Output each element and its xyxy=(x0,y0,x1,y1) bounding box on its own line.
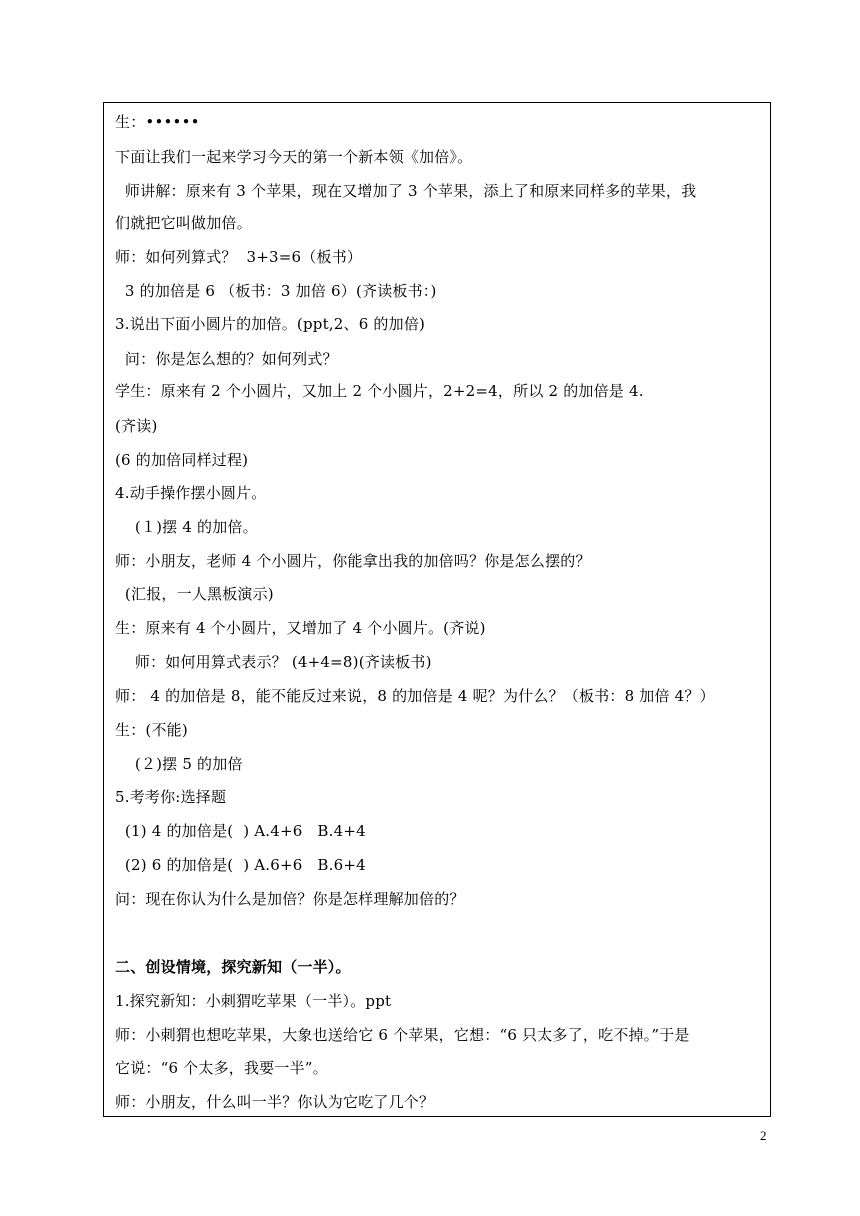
text-line: 学生：原来有 2 个小圆片，又加上 2 个小圆片，2+2=4，所以 2 的加倍是 4. xyxy=(115,382,644,400)
text-line: 它说：“6 个太多，我要一半”。 xyxy=(115,1059,328,1077)
text-line: (6 的加倍同样过程) xyxy=(115,451,249,469)
text-line: 师：如何用算式表示？ (4+4=8)(齐读板书) xyxy=(115,653,432,671)
text-line: (２)摆 5 的加倍 xyxy=(115,755,243,773)
text-line: 师：小朋友，老师 4 个小圆片，你能拿出我的加倍吗？你是怎么摆的？ xyxy=(115,552,591,570)
text-line: 师：小刺猬也想吃苹果，大象也送给它 6 个苹果，它想：“6 只太多了，吃不掉。”于是 xyxy=(115,1026,690,1044)
text-line: (1) 4 的加倍是( ) A.4+6 B.4+4 xyxy=(115,822,366,840)
text-line: 生：(不能) xyxy=(115,721,188,739)
text-line: 下面让我们一起来学习今天的第一个新本领《加倍》。 xyxy=(115,148,473,166)
text-line: 生：•••••• xyxy=(115,113,200,131)
text-line: 3.说出下面小圆片的加倍。(ppt,2、6 的加倍) xyxy=(115,315,426,333)
text-line: (汇报，一人黑板演示) xyxy=(115,585,274,603)
text-line: 1.探究新知：小刺猬吃苹果（一半）。ppt xyxy=(115,992,392,1010)
text-line: (１)摆 4 的加倍。 xyxy=(115,518,258,536)
section-heading: 二、创设情境，探究新知（一半）。 xyxy=(115,958,351,976)
text-line: (2) 6 的加倍是( ) A.6+6 B.6+4 xyxy=(115,856,366,874)
text-line: 师： 4 的加倍是 8，能不能反过来说，8 的加倍是 4 呢？为什么？（板书：8 加倍 4？） xyxy=(115,687,715,705)
text-line: 生：原来有 4 个小圆片，又增加了 4 个小圆片。(齐说) xyxy=(115,619,486,637)
text-line: 们就把它叫做加倍。 xyxy=(115,214,252,232)
text-line: 4.动手操作摆小圆片。 xyxy=(115,484,267,502)
text-line: (齐读) xyxy=(115,417,158,435)
text-line: 师：小朋友，什么叫一半？你认为它吃了几个？ xyxy=(115,1093,435,1111)
text-line: 3 的加倍是 6 （板书：3 加倍 6）(齐读板书：) xyxy=(115,282,437,300)
text-line: 5.考考你:选择题 xyxy=(115,788,227,806)
text-line: 问：现在你认为什么是加倍？你是怎样理解加倍的？ xyxy=(115,890,465,908)
text-line: 问：你是怎么想的？如何列式？ xyxy=(115,350,338,368)
text-line: 师讲解：原来有 3 个苹果，现在又增加了 3 个苹果，添上了和原来同样多的苹果，我 xyxy=(115,182,697,200)
page-number: 2 xyxy=(760,1128,767,1143)
text-line: 师：如何列算式？ 3+3=6（板书） xyxy=(115,248,363,266)
